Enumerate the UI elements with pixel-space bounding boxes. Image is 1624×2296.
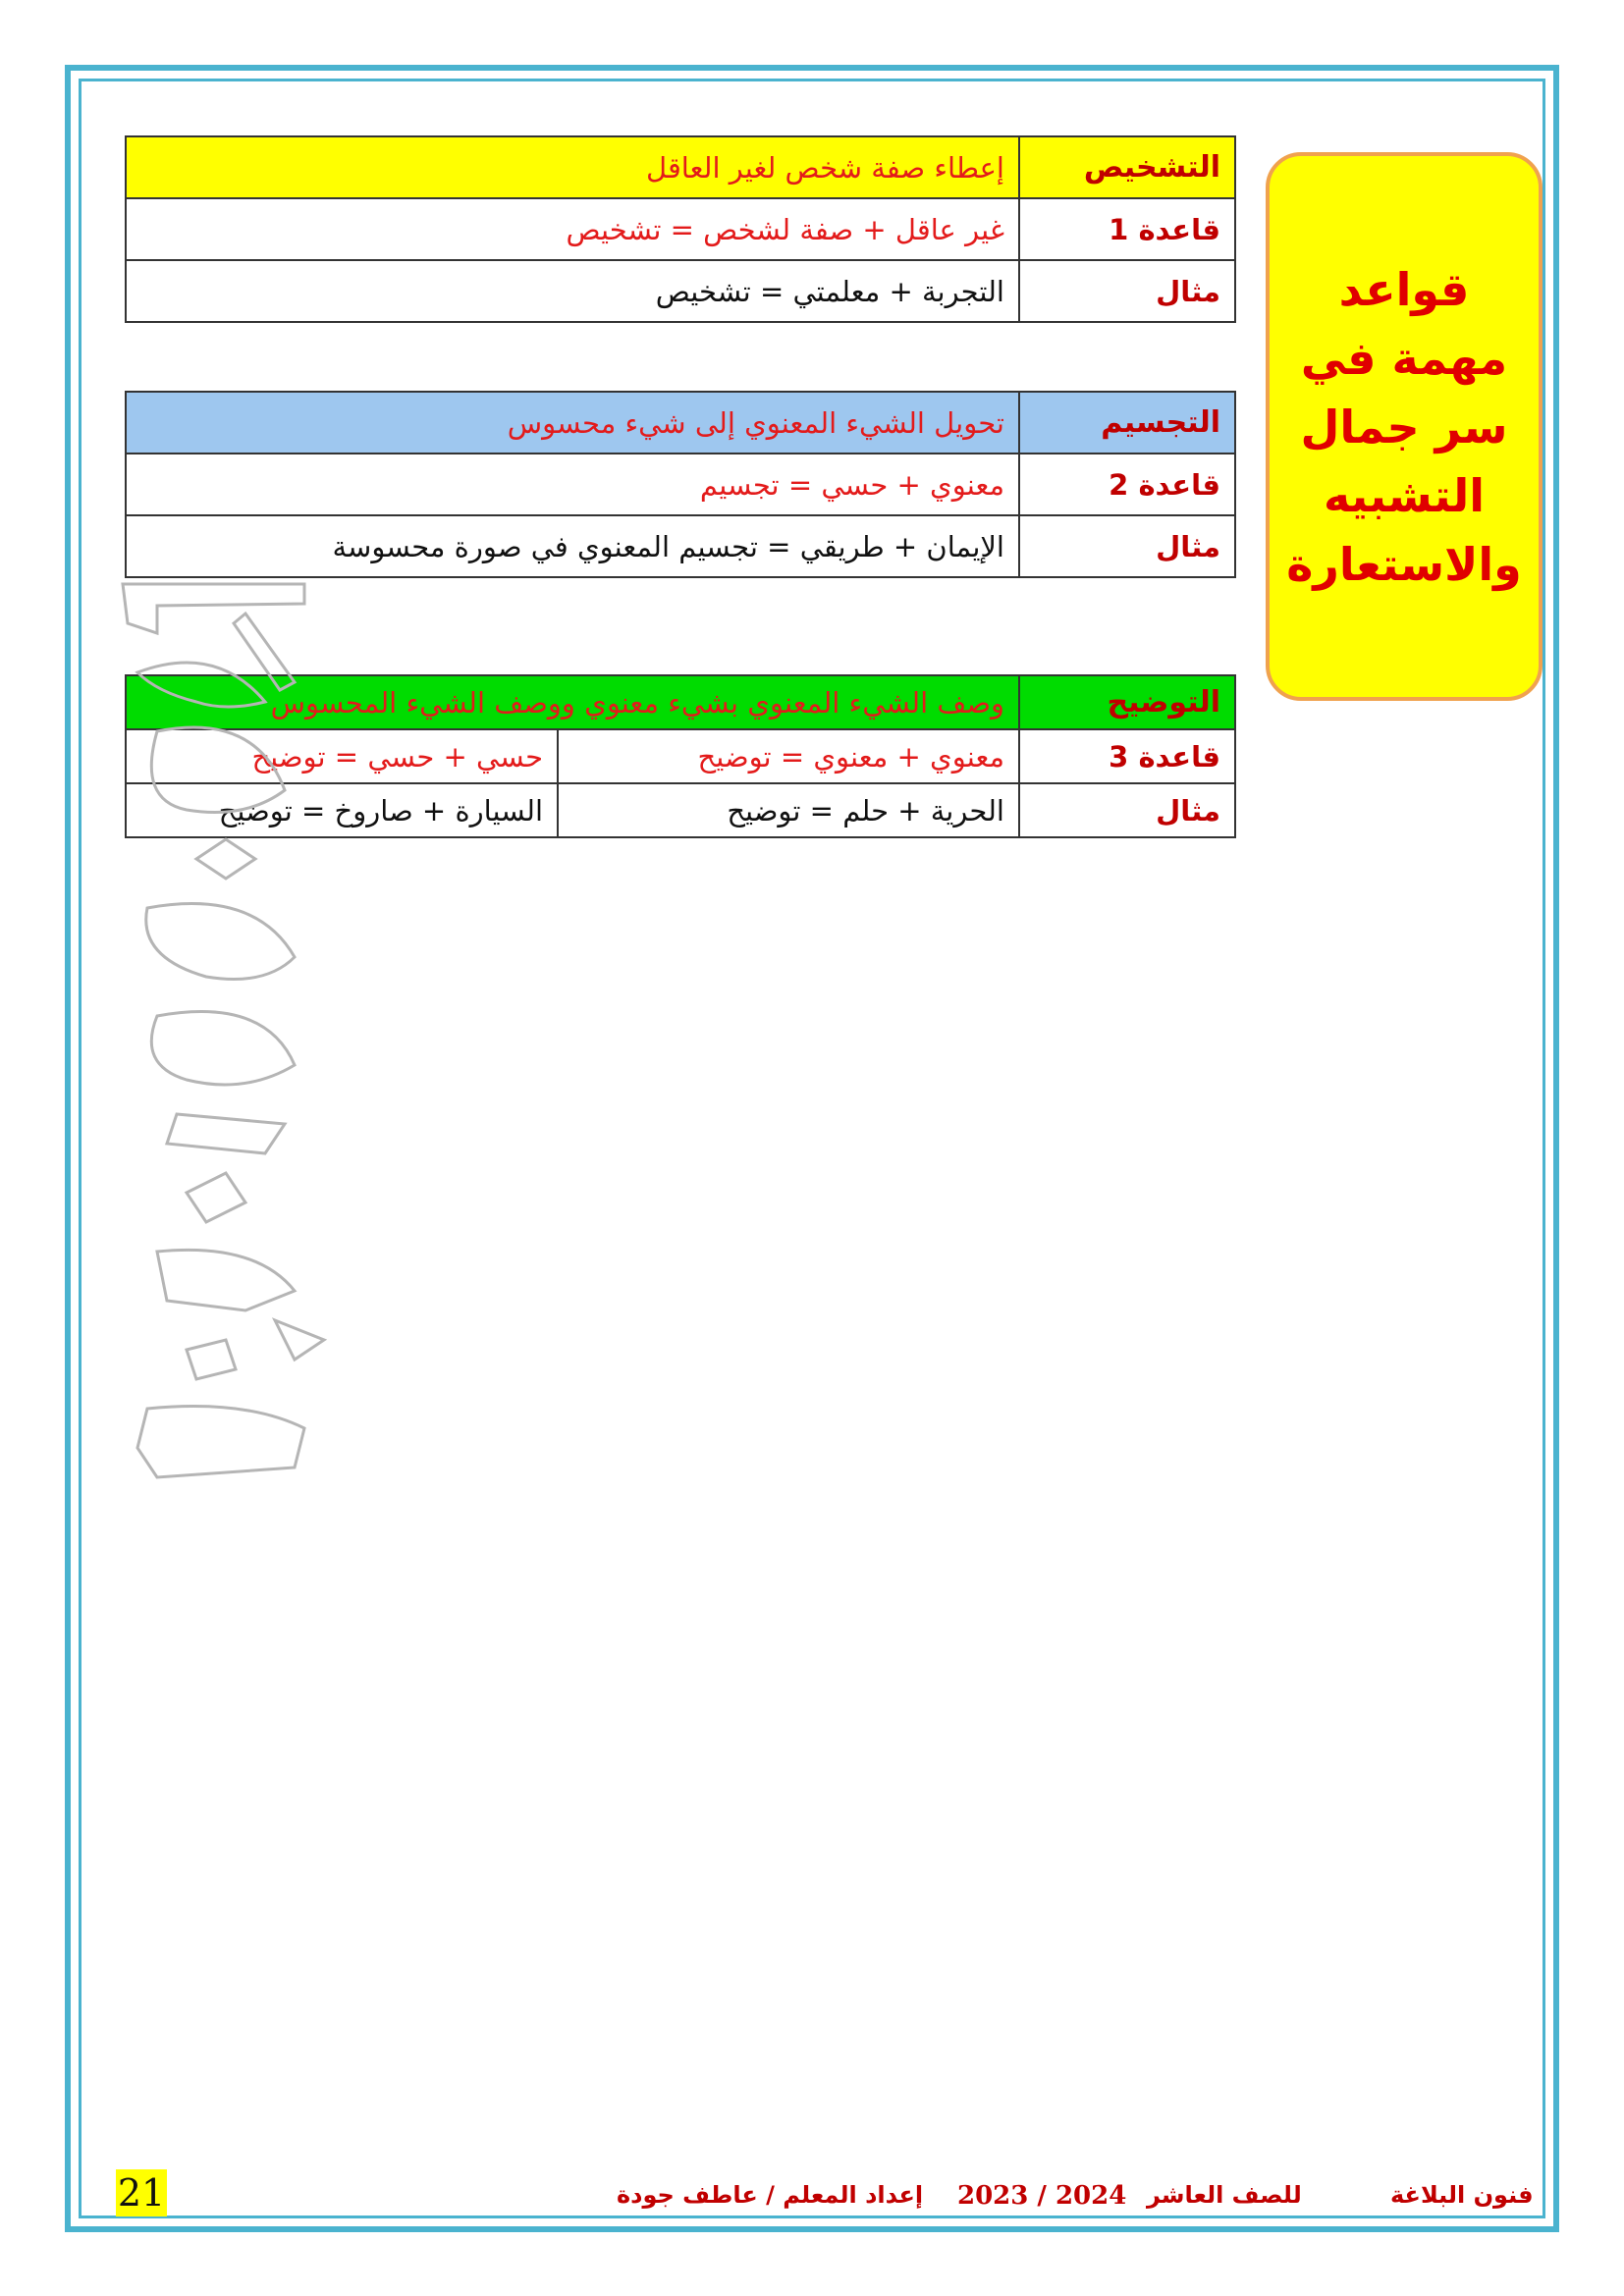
rule-row bbox=[126, 198, 1235, 260]
rule-text-a: معنوي + معنوي = توضيح bbox=[558, 729, 1019, 783]
example-label: مثال bbox=[1019, 260, 1235, 322]
footer-class: للصف العاشر bbox=[1147, 2181, 1302, 2209]
head-label: التشخيص bbox=[1019, 136, 1235, 198]
example-text-a: الحرية + حلم = توضيح bbox=[558, 783, 1019, 837]
embodiment-table bbox=[125, 391, 1236, 578]
rule-row bbox=[126, 454, 1235, 515]
example-text: التجربة + معلمتي = تشخيص bbox=[126, 260, 1019, 322]
rule-text-b: حسي + حسي = توضيح bbox=[126, 729, 558, 783]
page-number: 21 bbox=[117, 2171, 166, 2215]
rule-text: غير عاقل + صفة لشخص = تشخيص bbox=[126, 198, 1019, 260]
calligraphy-watermark bbox=[98, 564, 344, 1507]
rule-label: قاعدة 1 bbox=[1019, 198, 1235, 260]
table-head-row bbox=[126, 392, 1235, 454]
footer-subject: فنون البلاغة bbox=[1390, 2181, 1534, 2209]
personification-table bbox=[125, 135, 1236, 323]
head-text: إعطاء صفة شخص لغير العاقل bbox=[126, 136, 1019, 198]
footer-years: 2023 / 2024 bbox=[957, 2181, 1127, 2211]
head-label: التجسيم bbox=[1019, 392, 1235, 454]
example-label: مثال bbox=[1019, 783, 1235, 837]
rule-label: قاعدة 3 bbox=[1019, 729, 1235, 783]
side-title: قواعد مهمة في سر جمال التشبيه والاستعارة bbox=[1286, 262, 1522, 591]
footer-author: إعداد المعلم / عاطف جودة bbox=[617, 2181, 924, 2209]
example-row bbox=[126, 260, 1235, 322]
table-head-row bbox=[126, 136, 1235, 198]
example-text: الإيمان + طريقي = تجسيم المعنوي في صورة محسوسة bbox=[126, 515, 1019, 577]
head-text: تحويل الشيء المعنوي إلى شيء محسوس bbox=[126, 392, 1019, 454]
head-text: وصف الشيء المعنوي بشيء معنوي ووصف الشيء المحسوس bbox=[126, 675, 1019, 729]
rule-text: معنوي + حسي = تجسيم bbox=[126, 454, 1019, 515]
example-label: مثال bbox=[1019, 515, 1235, 577]
example-text-b: السيارة + صاروخ = توضيح bbox=[126, 783, 558, 837]
head-label: التوضيح bbox=[1019, 675, 1235, 729]
rule-label: قاعدة 2 bbox=[1019, 454, 1235, 515]
side-title-box bbox=[1266, 152, 1543, 701]
